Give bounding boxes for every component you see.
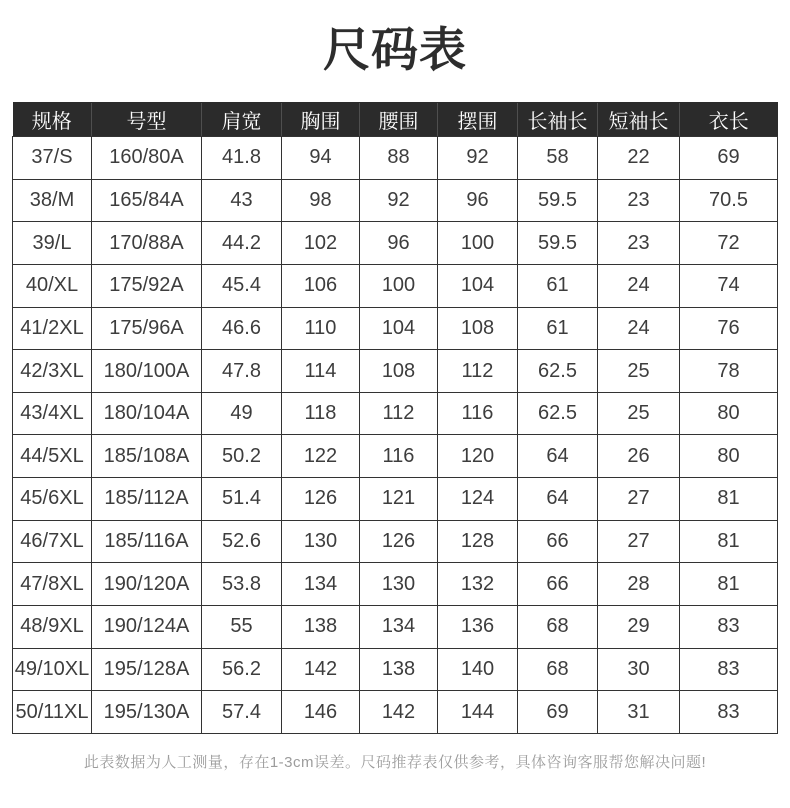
table-row xyxy=(13,691,778,734)
table-cell: 69 xyxy=(680,137,778,180)
table-cell: 165/84A xyxy=(92,179,202,222)
table-cell: 49 xyxy=(202,392,282,435)
table-cell: 68 xyxy=(518,606,598,649)
table-cell: 59.5 xyxy=(518,179,598,222)
table-cell: 121 xyxy=(360,478,438,521)
footer-note: 此表数据为人工测量，存在1-3cm误差。尺码推荐表仅供参考，具体咨询客服帮您解决问题! xyxy=(83,754,707,771)
table-cell: 195/128A xyxy=(92,648,202,691)
table-cell: 72 xyxy=(680,222,778,265)
table-cell: 28 xyxy=(598,563,680,606)
table-cell: 53.8 xyxy=(202,563,282,606)
table-cell: 185/116A xyxy=(92,520,202,563)
table-cell: 138 xyxy=(282,606,360,649)
table-cell: 190/124A xyxy=(92,606,202,649)
column-header-9: 衣长 xyxy=(680,103,778,137)
table-cell: 116 xyxy=(438,392,518,435)
table-cell: 22 xyxy=(598,137,680,180)
table-cell: 74 xyxy=(680,264,778,307)
page-title: 尺码表 xyxy=(323,23,467,76)
table-cell: 138 xyxy=(360,648,438,691)
table-row xyxy=(13,137,778,180)
table-row xyxy=(13,563,778,606)
table-row xyxy=(13,435,778,478)
column-header-2: 号型 xyxy=(92,103,202,137)
table-header xyxy=(13,103,778,137)
table-row xyxy=(13,222,778,265)
table-body xyxy=(13,137,778,734)
table-cell: 96 xyxy=(360,222,438,265)
table-cell: 132 xyxy=(438,563,518,606)
table-row xyxy=(13,179,778,222)
table-cell: 27 xyxy=(598,478,680,521)
table-cell: 58 xyxy=(518,137,598,180)
table-cell: 134 xyxy=(282,563,360,606)
table-cell: 144 xyxy=(438,691,518,734)
column-header-5: 腰围 xyxy=(360,103,438,137)
table-cell: 45.4 xyxy=(202,264,282,307)
table-cell: 56.2 xyxy=(202,648,282,691)
column-header-4: 胸围 xyxy=(282,103,360,137)
table-cell: 134 xyxy=(360,606,438,649)
table-cell: 52.6 xyxy=(202,520,282,563)
table-cell: 92 xyxy=(360,179,438,222)
table-cell: 83 xyxy=(680,691,778,734)
table-cell: 112 xyxy=(360,392,438,435)
table-row xyxy=(13,307,778,350)
table-cell: 126 xyxy=(282,478,360,521)
column-header-1: 规格 xyxy=(13,103,92,137)
table-cell: 114 xyxy=(282,350,360,393)
table-cell: 96 xyxy=(438,179,518,222)
table-cell: 98 xyxy=(282,179,360,222)
table-cell: 23 xyxy=(598,179,680,222)
table-cell: 46/7XL xyxy=(13,520,92,563)
table-cell: 24 xyxy=(598,307,680,350)
table-cell: 61 xyxy=(518,307,598,350)
table-cell: 59.5 xyxy=(518,222,598,265)
table-cell: 130 xyxy=(360,563,438,606)
table-cell: 42/3XL xyxy=(13,350,92,393)
table-cell: 47/8XL xyxy=(13,563,92,606)
table-cell: 106 xyxy=(282,264,360,307)
table-cell: 190/120A xyxy=(92,563,202,606)
table-cell: 69 xyxy=(518,691,598,734)
table-cell: 25 xyxy=(598,392,680,435)
table-cell: 46.6 xyxy=(202,307,282,350)
table-cell: 94 xyxy=(282,137,360,180)
table-cell: 47.8 xyxy=(202,350,282,393)
table-cell: 112 xyxy=(438,350,518,393)
table-cell: 142 xyxy=(282,648,360,691)
table-cell: 45/6XL xyxy=(13,478,92,521)
table-cell: 120 xyxy=(438,435,518,478)
table-cell: 39/L xyxy=(13,222,92,265)
table-cell: 61 xyxy=(518,264,598,307)
table-cell: 130 xyxy=(282,520,360,563)
table-cell: 57.4 xyxy=(202,691,282,734)
table-cell: 140 xyxy=(438,648,518,691)
table-cell: 81 xyxy=(680,520,778,563)
table-cell: 88 xyxy=(360,137,438,180)
table-cell: 31 xyxy=(598,691,680,734)
table-cell: 25 xyxy=(598,350,680,393)
column-header-7: 长袖长 xyxy=(518,103,598,137)
table-cell: 76 xyxy=(680,307,778,350)
table-cell: 170/88A xyxy=(92,222,202,265)
table-cell: 26 xyxy=(598,435,680,478)
table-cell: 180/104A xyxy=(92,392,202,435)
table-cell: 81 xyxy=(680,563,778,606)
table-cell: 43/4XL xyxy=(13,392,92,435)
table-cell: 43 xyxy=(202,179,282,222)
table-cell: 116 xyxy=(360,435,438,478)
table-row xyxy=(13,478,778,521)
table-cell: 38/M xyxy=(13,179,92,222)
table-cell: 104 xyxy=(360,307,438,350)
table-row xyxy=(13,350,778,393)
table-cell: 27 xyxy=(598,520,680,563)
table-cell: 92 xyxy=(438,137,518,180)
table-cell: 66 xyxy=(518,563,598,606)
table-cell: 68 xyxy=(518,648,598,691)
table-cell: 70.5 xyxy=(680,179,778,222)
table-cell: 175/96A xyxy=(92,307,202,350)
table-cell: 100 xyxy=(438,222,518,265)
table-cell: 55 xyxy=(202,606,282,649)
table-cell: 50/11XL xyxy=(13,691,92,734)
table-cell: 49/10XL xyxy=(13,648,92,691)
table-row xyxy=(13,648,778,691)
header-row xyxy=(13,103,778,137)
table-cell: 24 xyxy=(598,264,680,307)
table-cell: 62.5 xyxy=(518,392,598,435)
column-header-6: 摆围 xyxy=(438,103,518,137)
table-cell: 100 xyxy=(360,264,438,307)
table-cell: 146 xyxy=(282,691,360,734)
column-header-8: 短袖长 xyxy=(598,103,680,137)
table-cell: 122 xyxy=(282,435,360,478)
table-cell: 29 xyxy=(598,606,680,649)
table-cell: 41/2XL xyxy=(13,307,92,350)
table-cell: 124 xyxy=(438,478,518,521)
table-cell: 175/92A xyxy=(92,264,202,307)
table-cell: 64 xyxy=(518,435,598,478)
table-row xyxy=(13,520,778,563)
table-cell: 160/80A xyxy=(92,137,202,180)
table-cell: 40/XL xyxy=(13,264,92,307)
table-cell: 83 xyxy=(680,648,778,691)
table-cell: 108 xyxy=(360,350,438,393)
table-cell: 102 xyxy=(282,222,360,265)
table-cell: 30 xyxy=(598,648,680,691)
table-cell: 195/130A xyxy=(92,691,202,734)
table-cell: 50.2 xyxy=(202,435,282,478)
table-cell: 136 xyxy=(438,606,518,649)
table-cell: 66 xyxy=(518,520,598,563)
table-cell: 44.2 xyxy=(202,222,282,265)
table-cell: 41.8 xyxy=(202,137,282,180)
table-row xyxy=(13,392,778,435)
table-cell: 23 xyxy=(598,222,680,265)
table-cell: 142 xyxy=(360,691,438,734)
table-row xyxy=(13,264,778,307)
table-cell: 104 xyxy=(438,264,518,307)
table-cell: 83 xyxy=(680,606,778,649)
table-cell: 51.4 xyxy=(202,478,282,521)
table-cell: 108 xyxy=(438,307,518,350)
column-header-3: 肩宽 xyxy=(202,103,282,137)
table-cell: 37/S xyxy=(13,137,92,180)
table-cell: 185/108A xyxy=(92,435,202,478)
table-cell: 48/9XL xyxy=(13,606,92,649)
size-chart-table xyxy=(12,102,778,734)
table-cell: 185/112A xyxy=(92,478,202,521)
table-cell: 81 xyxy=(680,478,778,521)
table-cell: 128 xyxy=(438,520,518,563)
table-cell: 110 xyxy=(282,307,360,350)
table-cell: 78 xyxy=(680,350,778,393)
table-cell: 80 xyxy=(680,392,778,435)
table-cell: 126 xyxy=(360,520,438,563)
table-cell: 62.5 xyxy=(518,350,598,393)
table-cell: 44/5XL xyxy=(13,435,92,478)
table-cell: 80 xyxy=(680,435,778,478)
table-cell: 64 xyxy=(518,478,598,521)
table-row xyxy=(13,606,778,649)
table-cell: 180/100A xyxy=(92,350,202,393)
table-cell: 118 xyxy=(282,392,360,435)
